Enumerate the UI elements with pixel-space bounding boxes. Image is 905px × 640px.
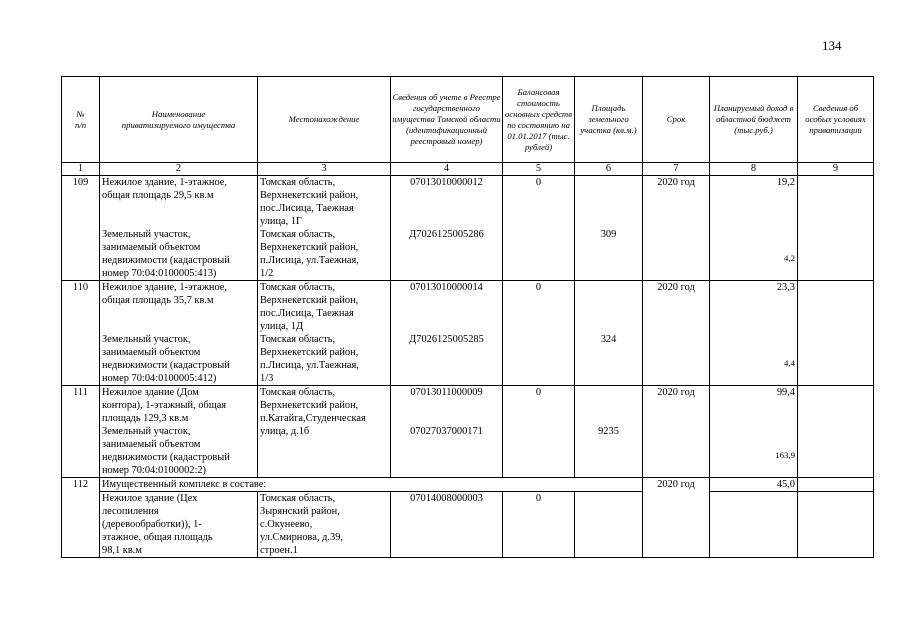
column-number: 9	[798, 163, 874, 176]
location-cell	[258, 492, 391, 558]
header-num: № п/п	[62, 77, 100, 163]
privatization-table	[61, 76, 874, 558]
column-number: 2	[100, 163, 258, 176]
balance-cell: 0	[503, 492, 575, 558]
column-number: 4	[391, 163, 503, 176]
item-name-cell	[100, 176, 258, 281]
header-name: Наименование приватизируемого имущества	[100, 77, 258, 163]
item-name-cell	[100, 492, 258, 558]
income-cell: 45,0	[710, 478, 798, 492]
land-name: Земельный участок, занимаемый объектом недвижимости (кадастровый номер 70:04:0100005:413)	[102, 229, 230, 279]
table-row	[62, 386, 874, 478]
area-cell	[575, 492, 643, 558]
table-row	[62, 478, 874, 492]
balance-cell: 0	[503, 176, 575, 281]
registry-cell	[391, 281, 503, 386]
land-registry-number: Д7026125005286	[409, 229, 484, 240]
registry-cell	[391, 386, 503, 478]
area-cell	[575, 176, 643, 281]
table-row	[62, 176, 874, 281]
header-balance: Балансовая стоимость основных средств по состоянию на 01.01.2017 (тыс. рублей)	[503, 77, 575, 163]
header-area: Площадь земельного участка (кв.м.)	[575, 77, 643, 163]
term-cell: 2020 год	[643, 281, 710, 386]
conditions-cell	[798, 281, 874, 386]
balance-cell: 0	[503, 281, 575, 386]
table-row	[62, 492, 874, 558]
column-number: 1	[62, 163, 100, 176]
row-number: 109	[62, 176, 100, 281]
income-cell	[710, 176, 798, 281]
building-name: Нежилое здание, 1-этажное, общая площадь 29,5 кв.м	[102, 177, 227, 201]
term-cell: 2020 год	[643, 386, 710, 478]
land-location: Томская область, Верхнекетский район, п.Лисица, ул.Таежная, 1/3	[260, 334, 359, 384]
column-numbers-row	[62, 163, 874, 176]
conditions-cell	[798, 478, 874, 492]
header-term: Срок	[643, 77, 710, 163]
income-cell	[710, 281, 798, 386]
term-cell: 2020 год	[643, 176, 710, 281]
building-name: Нежилое здание (Цех лесопиления (деревообработки)), 1- этажное, общая площадь 98,1 кв.м	[102, 493, 213, 556]
header-income: Планируемый доход в областной бюджет (тыс.руб.)	[710, 77, 798, 163]
term-cell: 2020 год	[643, 478, 710, 558]
land-registry-number: Д7026125005285	[409, 334, 484, 345]
item-name-cell	[100, 281, 258, 386]
row-number: 111	[62, 386, 100, 478]
table-row	[62, 281, 874, 386]
registry-cell	[391, 176, 503, 281]
land-registry-number: 07027037000171	[410, 426, 483, 437]
land-area: 9235	[598, 426, 619, 437]
column-number: 6	[575, 163, 643, 176]
row-number: 110	[62, 281, 100, 386]
land-income: 4,2	[784, 253, 795, 263]
balance-cell: 0	[503, 386, 575, 478]
income-cell	[710, 386, 798, 478]
conditions-cell	[798, 386, 874, 478]
area-cell	[575, 386, 643, 478]
land-name: Земельный участок, занимаемый объектом недвижимости (кадастровый номер 70:04:0100005:412)	[102, 334, 230, 384]
column-number: 8	[710, 163, 798, 176]
land-area: 324	[600, 334, 617, 345]
location: Томская область, Зырянский район, с.Окунеево, ул.Смирнова, д.39, строен.1	[260, 493, 343, 556]
header-row	[62, 77, 874, 163]
building-registry-number: 07013011000009	[410, 387, 483, 398]
conditions-cell	[798, 492, 874, 558]
land-name: Земельный участок, занимаемый объектом недвижимости (кадастровый номер 70:04:0100002:2)	[102, 426, 230, 476]
building-location: Томская область, Верхнекетский район, пос.Лисица, Таежная улица, 1Г	[260, 177, 359, 227]
complex-title: Имущественный комплекс в составе:	[100, 478, 643, 492]
page-number: 134	[822, 38, 842, 53]
building-income: 19,2	[776, 177, 795, 188]
building-income: 23,3	[776, 282, 795, 293]
location-cell	[258, 386, 391, 478]
header-location: Местонахождение	[258, 77, 391, 163]
row-number: 112	[62, 478, 100, 558]
building-registry-number: 07013010000014	[410, 282, 483, 293]
building-location: Томская область, Верхнекетский район, пос.Лисица, Таежная улица, 1Д	[260, 282, 359, 332]
column-number: 7	[643, 163, 710, 176]
registry-cell: 07014008000003	[391, 492, 503, 558]
building-registry-number: 07013010000012	[410, 177, 483, 188]
land-location: Томская область, Верхнекетский район, п.Лисица, ул.Таежная, 1/2	[260, 229, 359, 279]
building-name: Нежилое здание (Дом контора), 1-этажный, общая площадь 129,3 кв.м	[102, 387, 227, 424]
conditions-cell	[798, 176, 874, 281]
land-area: 309	[600, 229, 617, 240]
building-income: 99,4	[776, 387, 795, 398]
column-number: 5	[503, 163, 575, 176]
header-conditions: Сведения об особых условиях приватизации	[798, 77, 874, 163]
area-cell	[575, 281, 643, 386]
header-registry: Сведения об учете в Реестре государственного имущества Томской области (идентификационный реестровый номер)	[391, 77, 503, 163]
land-income: 4,4	[784, 358, 795, 368]
location-cell	[258, 281, 391, 386]
building-name: Нежилое здание, 1-этажное, общая площадь 35,7 кв.м	[102, 282, 227, 306]
item-name-cell	[100, 386, 258, 478]
location: Томская область, Верхнекетский район, п.Катайга,Студенческая улица, д.1б	[260, 387, 366, 437]
land-income: 163,9	[775, 450, 795, 460]
income-cell	[710, 492, 798, 558]
column-number: 3	[258, 163, 391, 176]
location-cell	[258, 176, 391, 281]
